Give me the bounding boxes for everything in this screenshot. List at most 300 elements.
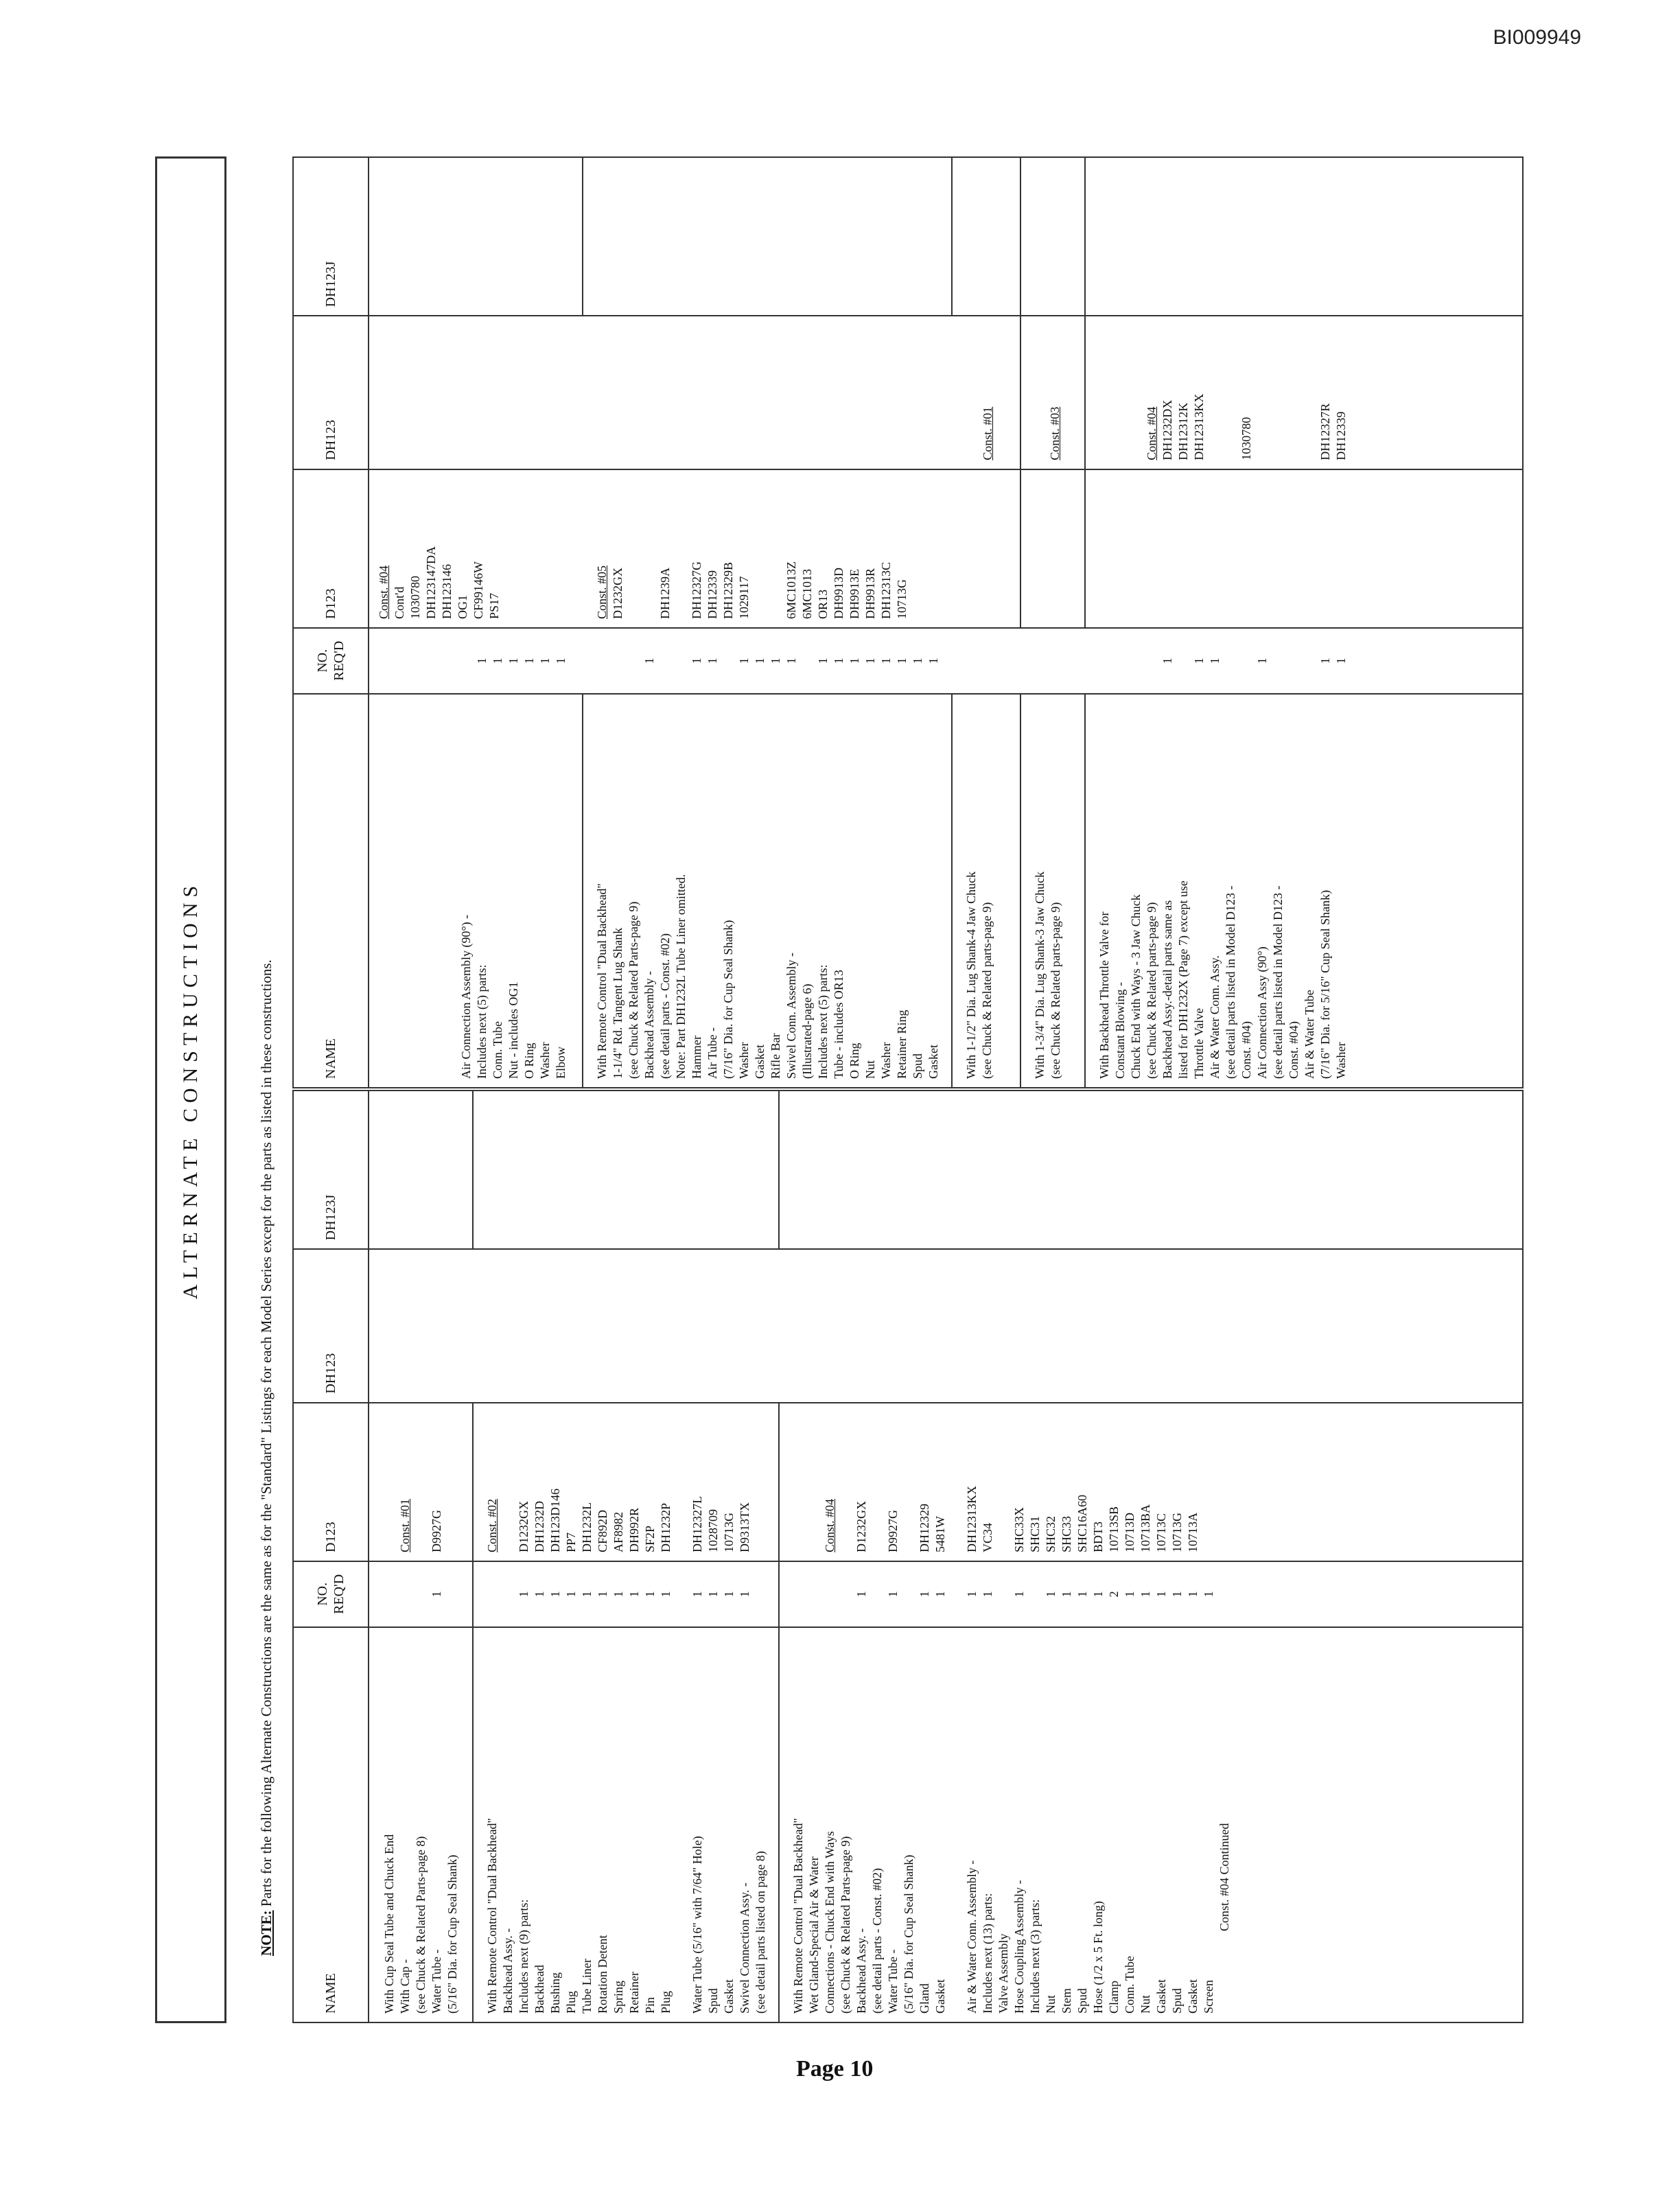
table-line: (see Chuck & Related parts-page 9)	[980, 902, 994, 1079]
table-line: PS17	[487, 592, 501, 619]
table-line	[822, 1562, 838, 1626]
table-line: 1	[1202, 1591, 1215, 1598]
table-line: (see Chuck & Related Parts-page 9)	[627, 901, 640, 1079]
table-line: Spring	[611, 1980, 625, 2014]
table-line: Const. #05	[595, 565, 609, 619]
table-line: (see detail parts listed in Model D123 -	[1224, 885, 1237, 1079]
table-line: D1232GX	[517, 1500, 530, 1552]
table-line: 1	[690, 657, 703, 664]
row-divider	[1084, 316, 1086, 468]
table-line: DH12327L	[690, 1495, 704, 1552]
left-dh123-header: DH123	[294, 1250, 369, 1401]
row-divider	[472, 1403, 474, 1561]
table-line	[1270, 629, 1286, 693]
table-line: 1	[643, 1591, 657, 1598]
table-line	[791, 1562, 806, 1626]
table-line: Clamp	[1107, 1981, 1121, 2014]
table-line: 1	[738, 1591, 751, 1598]
table-line	[642, 470, 657, 619]
table-line	[1302, 316, 1318, 460]
row-divider	[472, 1091, 474, 1248]
left-req-column	[294, 1561, 1522, 1626]
table-line: Conn. Tube	[491, 1021, 504, 1079]
table-line: 1	[642, 657, 656, 664]
table-line: Air Tube -	[705, 1027, 719, 1079]
table-line: Gasket	[1186, 1979, 1200, 2014]
table-line: 10713SB	[1107, 1506, 1121, 1552]
right-g2-name	[594, 695, 942, 1087]
table-line: Const. #04	[1145, 406, 1158, 460]
table-line: 1	[981, 1591, 994, 1598]
table-line: 1	[1044, 1591, 1058, 1598]
table-line: 1	[548, 1591, 562, 1598]
table-line: Const. #04)	[1239, 1021, 1253, 1079]
table-line	[768, 470, 784, 619]
table-line	[563, 470, 579, 619]
table-line: 10713C	[1154, 1513, 1168, 1552]
right-g2-req	[594, 629, 942, 693]
table-line: DH1232L	[580, 1502, 594, 1552]
table-line: Cont'd	[393, 586, 406, 619]
table-line: Nut - includes OG1	[506, 981, 520, 1079]
table-line: (see detail parts - Const. #02)	[658, 933, 672, 1079]
table-line	[806, 1562, 822, 1626]
left-g1-d123	[382, 1403, 460, 1561]
right-g1-name	[458, 695, 569, 1087]
table-line: D1232GX	[611, 567, 625, 619]
table-line: D9313TX	[738, 1502, 751, 1552]
table-line	[397, 1562, 413, 1626]
table-line	[901, 1403, 917, 1552]
table-line: Water Tube -	[430, 1949, 443, 2014]
table-line: Backhead Assy.-detail parts same as	[1160, 900, 1174, 1079]
table-line	[1207, 316, 1223, 460]
right-g1-req	[458, 629, 569, 693]
table-line: DH123146	[440, 563, 454, 619]
table-line	[753, 1403, 769, 1552]
table-line: 1-1/4" Rd. Tangent Lug Shank	[611, 927, 625, 1079]
table-line: Swivel Conn. Assembly -	[784, 952, 798, 1079]
table-line: 1	[1186, 1591, 1200, 1598]
section-title: ALTERNATE CONSTRUCTIONS	[155, 156, 226, 2023]
right-dh123-column	[294, 315, 1522, 468]
table-line	[753, 1562, 769, 1626]
table-line: DH123D146	[548, 1488, 562, 1552]
table-line: 1	[506, 657, 520, 664]
table-line	[1112, 629, 1128, 693]
table-line: 1	[1075, 1591, 1089, 1598]
table-line: O Ring	[522, 1042, 536, 1079]
table-line: 1	[522, 657, 536, 664]
table-line	[485, 1562, 500, 1626]
table-line: Gasket	[933, 1979, 947, 2014]
table-line: (7/16" Dia. for 5/16" Cup Seal Shank)	[1318, 889, 1332, 1079]
table-line: 1	[1160, 657, 1174, 664]
table-line: 1	[1334, 657, 1348, 664]
table-line: Retainer Ring	[895, 1010, 909, 1079]
table-line: Tube - includes OR13	[832, 970, 845, 1079]
table-line: D1232GX	[854, 1500, 868, 1552]
table-line: Air Connection Assembly (90°) -	[459, 914, 473, 1079]
table-line: (Illustrated-page 6)	[800, 983, 814, 1079]
table-line: DH12327R	[1318, 403, 1332, 460]
table-line: 10713A	[1186, 1512, 1200, 1552]
table-line: DH992R	[627, 1507, 641, 1552]
table-line: BDT3	[1091, 1521, 1105, 1552]
left-name-header: NAME	[294, 1628, 369, 2022]
right-g2-d123	[563, 470, 910, 627]
table-line	[1128, 629, 1144, 693]
table-line: 1	[475, 657, 489, 664]
table-line	[1217, 1562, 1233, 1626]
right-g3-dh123: Const. #01	[981, 406, 994, 460]
table-line	[1176, 629, 1191, 693]
table-line: Water Tube (5/16" with 7/64" Hole)	[690, 1836, 704, 2014]
table-line: 1	[611, 1591, 625, 1598]
table-line: With Remote Control "Dual Backhead"	[791, 1818, 805, 2014]
table-line: DH1232P	[659, 1502, 673, 1552]
table-line	[413, 1403, 429, 1552]
table-line: Const. #02	[485, 1498, 499, 1552]
table-line: Stem	[1060, 1987, 1073, 2014]
row-divider	[1084, 158, 1086, 315]
right-g4-dh123: Const. #03	[1048, 406, 1062, 460]
table-line	[1286, 629, 1302, 693]
table-line: Includes next (13) parts:	[981, 1893, 994, 2014]
table-line: Washer	[737, 1042, 751, 1079]
right-g5-req	[1097, 629, 1349, 693]
table-line: 5481W	[933, 1515, 947, 1552]
table-line: Includes next (5) parts:	[816, 964, 830, 1079]
table-line: Nut	[863, 1060, 877, 1079]
table-line: Pin	[643, 1996, 657, 2014]
table-line	[458, 629, 474, 693]
table-line	[1027, 1562, 1043, 1626]
table-line: Elbow	[554, 1047, 568, 1079]
table-line: 1	[580, 1591, 594, 1598]
table-line: With Cup Seal Tube and Chuck End	[382, 1834, 396, 2014]
left-g1-name	[382, 1628, 460, 2022]
table-line: D9927G	[886, 1509, 900, 1552]
table-line: Gasket	[1154, 1979, 1168, 2014]
table-line: 1	[1318, 657, 1332, 664]
row-divider	[1084, 695, 1086, 1087]
table-line	[1255, 316, 1270, 460]
table-line	[901, 1562, 917, 1626]
left-g2-req	[485, 1562, 769, 1626]
table-line: (see Chuck & Related parts-page 9)	[1145, 902, 1158, 1079]
table-line: DH12313KX	[1192, 393, 1206, 460]
left-d123-column	[294, 1402, 1522, 1561]
page-number: Page 10	[796, 2056, 874, 2082]
row-divider	[1084, 470, 1086, 627]
table-line: 1	[784, 657, 798, 664]
table-line	[1112, 316, 1128, 460]
table-line: Air & Water Conn. Assy.	[1208, 955, 1222, 1079]
table-line: Chuck End with Ways - 3 Jaw Chuck	[1129, 894, 1143, 1079]
table-line: SHC32	[1044, 1515, 1058, 1552]
table-line: Rifle Bar	[769, 1033, 782, 1079]
table-line: Spud	[1170, 1987, 1184, 2014]
table-line: 1	[854, 1591, 868, 1598]
table-line: OG1	[456, 594, 469, 619]
table-line: CF99146W	[471, 561, 485, 619]
table-line	[1097, 316, 1112, 460]
table-line: Constant Blowing -	[1113, 981, 1127, 1079]
table-line: listed for DH1232X (Page 7) except use	[1176, 881, 1190, 1079]
table-line: 1	[737, 657, 751, 664]
table-line: Backhead Assembly -	[642, 971, 656, 1079]
table-line: DH12313C	[879, 561, 893, 619]
table-line: Conn. Tube	[1123, 1955, 1136, 2014]
table-line: Includes next (3) parts:	[1028, 1899, 1042, 2014]
table-line: Gland	[918, 1983, 931, 2014]
left-g3-d123	[791, 1403, 1233, 1561]
table-line: 1	[554, 657, 568, 664]
table-line	[382, 1562, 397, 1626]
table-line: 1	[596, 1591, 609, 1598]
table-line: Tube Liner	[580, 1959, 594, 2014]
table-line: With Backhead Throttle Valve for	[1097, 911, 1111, 1079]
table-line: (5/16" Dia. for Cup Seal Shank)	[445, 1854, 459, 2014]
left-g3-req	[791, 1562, 1233, 1626]
table-line: SHC33X	[1012, 1506, 1026, 1552]
table-line: With Remote Control "Dual Backhead"	[485, 1818, 499, 2014]
left-g2-d123	[485, 1403, 769, 1561]
table-line: Spud	[911, 1053, 924, 1079]
right-req-header: NO. REQ'D	[294, 629, 369, 693]
table-line: 10713G	[722, 1512, 736, 1552]
table-line	[948, 1403, 964, 1552]
table-line	[445, 1562, 460, 1626]
left-d123-header: D123	[294, 1403, 369, 1561]
table-line: 10713G	[1170, 1512, 1184, 1552]
table-line: Const. #04	[823, 1498, 837, 1552]
table-line: With Remote Control "Dual Backhead"	[595, 883, 609, 1079]
table-line: CF892D	[596, 1509, 609, 1552]
table-line: With 1-1/2" Dia. Lug Shank-4 Jaw Chuck	[964, 871, 978, 1079]
table-line: Washer	[879, 1042, 893, 1079]
table-line	[806, 1403, 822, 1552]
table-line: DH12329	[918, 1503, 931, 1552]
table-line: Valve Assembly	[996, 1933, 1010, 2014]
table-line	[800, 629, 815, 693]
table-line: 2	[1107, 1591, 1121, 1598]
left-dh123j-header: DH123J	[294, 1091, 369, 1248]
table-line: (7/16" Dia. for Cup Seal Shank)	[721, 920, 735, 1079]
table-line	[594, 629, 610, 693]
table-line	[413, 1562, 429, 1626]
right-dh123j-header: DH123J	[294, 158, 369, 315]
table-line: Nut	[1139, 1995, 1152, 2014]
table-line: 1	[705, 657, 719, 664]
table-line	[870, 1403, 885, 1552]
table-line	[752, 470, 768, 619]
table-line: SHC33	[1060, 1515, 1073, 1552]
table-line: 1	[533, 1591, 546, 1598]
table-line: DH1232D	[533, 1500, 546, 1552]
table-line: DH12339	[1334, 411, 1348, 460]
left-dh123-column	[294, 1248, 1522, 1401]
table-line: (5/16" Dia. for Cup Seal Shank)	[902, 1854, 915, 2014]
left-g3-name	[791, 1628, 1233, 2022]
left-g2-name	[485, 1628, 769, 2022]
right-g1-d123	[376, 470, 502, 627]
table-line	[1270, 316, 1286, 460]
table-line: DH9913R	[863, 568, 877, 619]
table-line: 1	[879, 657, 893, 664]
table-line	[382, 1403, 397, 1552]
table-line	[948, 1562, 964, 1626]
table-line	[610, 629, 626, 693]
table-line	[1286, 316, 1302, 460]
table-line: (see detail parts listed on page 8)	[754, 1851, 767, 2014]
table-line: 1	[564, 1591, 578, 1598]
table-line	[1223, 629, 1239, 693]
row-divider	[1020, 695, 1021, 1087]
table-line: 1	[706, 1591, 720, 1598]
table-line: With Cap -	[398, 1959, 412, 2014]
table-line: VC34	[981, 1522, 994, 1552]
table-line: Air & Water Tube	[1303, 990, 1316, 1079]
table-line: Retainer	[627, 1972, 641, 2014]
table-line	[996, 1403, 1012, 1552]
table-line: 10713G	[895, 579, 909, 619]
table-line: 1	[816, 657, 830, 664]
right-dh123j-column	[294, 158, 1522, 315]
table-line: Bushing	[548, 1972, 562, 2014]
table-line	[500, 1403, 516, 1552]
table-line: 1030780	[1239, 417, 1253, 460]
table-line: Screen	[1202, 1980, 1215, 2014]
table-line: DH12327G	[690, 561, 703, 619]
table-line: Plug	[659, 1990, 673, 2014]
table-line: AF8982	[611, 1511, 625, 1552]
table-line: Nut	[1044, 1995, 1058, 2014]
table-line: Const. #01	[398, 1498, 412, 1552]
table-line	[1144, 629, 1160, 693]
table-line	[1097, 629, 1112, 693]
table-line: Wet Gland-Special Air & Water	[807, 1856, 821, 2014]
row-divider	[951, 695, 953, 1087]
table-line: Air Connection Assy (90°)	[1255, 946, 1269, 1079]
table-line: Rotation Detent	[596, 1935, 609, 2014]
table-line: Connections - Chuck End with Ways	[823, 1831, 837, 2014]
table-line	[721, 629, 736, 693]
table-line	[791, 1403, 806, 1552]
right-g5-dh123	[1097, 316, 1349, 468]
table-line: Const. #04 Continued	[1217, 1823, 1231, 1931]
table-line	[445, 1403, 460, 1552]
table-line: (see Chuck & Related Parts-page 9)	[839, 1836, 852, 2014]
table-line: 1	[926, 657, 940, 664]
table-line: DH9913D	[832, 567, 845, 619]
table-line: 1	[1060, 1591, 1073, 1598]
table-line: 1	[1208, 657, 1222, 664]
left-req-header: NO. REQ'D	[294, 1562, 369, 1626]
right-d123-header: D123	[294, 470, 369, 627]
table-line	[673, 629, 689, 693]
row-divider	[1020, 316, 1021, 468]
table-line: 1029117	[737, 576, 751, 619]
table-line	[870, 1562, 885, 1626]
table-line	[657, 629, 673, 693]
row-divider	[582, 158, 583, 315]
table-line: 1	[517, 1591, 530, 1598]
table-line: 1	[1123, 1591, 1136, 1598]
left-parts-table	[292, 1090, 1524, 2023]
table-line	[948, 1628, 964, 2014]
table-line: SF2P	[643, 1525, 657, 1552]
table-line	[674, 1562, 690, 1626]
table-line: Throttle Valve	[1192, 1007, 1206, 1079]
table-line: Swivel Connection Assy. -	[738, 1882, 751, 2014]
row-divider	[1020, 470, 1021, 627]
table-line: 1	[1192, 657, 1206, 664]
row-divider	[1020, 158, 1021, 315]
right-name-header: NAME	[294, 695, 369, 1087]
row-divider	[472, 1562, 474, 1626]
row-divider	[472, 1628, 474, 2022]
row-divider	[778, 1091, 780, 1248]
table-line	[1217, 1403, 1233, 1552]
table-line: With 1-3/4" Dia. Lug Shank-3 Jaw Chuck	[1033, 871, 1047, 1079]
row-divider	[582, 695, 583, 1087]
table-line: 1	[690, 1591, 704, 1598]
table-line: D9927G	[430, 1509, 443, 1552]
document-id: BI009949	[1493, 26, 1581, 49]
table-line: 1	[491, 657, 504, 664]
rotated-page-area	[155, 155, 1524, 2023]
row-divider	[778, 1628, 780, 2022]
table-line: 6MC1013Z	[784, 561, 798, 619]
table-line: 1	[722, 1591, 736, 1598]
table-line: DH12329B	[721, 561, 735, 619]
table-line: DH9913E	[848, 568, 861, 619]
table-line: 1	[918, 1591, 931, 1598]
table-line: DH12339	[705, 570, 719, 619]
table-line: DH12312K	[1176, 402, 1190, 460]
table-line	[673, 470, 689, 619]
table-line: PP7	[564, 1532, 578, 1552]
table-line: Gasket	[722, 1979, 736, 2014]
table-line	[674, 1628, 690, 2014]
table-line: DH123147DA	[424, 546, 438, 619]
table-line	[626, 629, 642, 693]
table-line: 1	[1255, 657, 1269, 664]
row-divider	[778, 1403, 780, 1561]
table-line: Const. #04	[377, 565, 390, 619]
table-line: 1	[965, 1591, 979, 1598]
table-line: (see detail parts - Const. #02)	[870, 1868, 884, 2014]
table-line: 1	[627, 1591, 641, 1598]
right-g3-name	[964, 695, 995, 1087]
table-line: 1	[753, 657, 767, 664]
table-line: Air & Water Conn. Assembly -	[965, 1860, 979, 2014]
table-line: O Ring	[848, 1042, 861, 1079]
table-line: Const. #04)	[1287, 1021, 1300, 1079]
table-line: 1	[1154, 1591, 1168, 1598]
table-line: (see Chuck & Related Parts-page 8)	[414, 1836, 428, 2014]
right-dh123-header: DH123	[294, 316, 369, 468]
table-line: Spud	[1075, 1987, 1089, 2014]
table-line: Backhead Assy. -	[501, 1928, 515, 2014]
table-line: Hose (1/2 x 5 Ft. long)	[1091, 1901, 1105, 2014]
right-name-column	[294, 693, 1522, 1087]
table-line: Water Tube -	[886, 1949, 900, 2014]
table-line: 1	[933, 1591, 947, 1598]
table-line: 1	[886, 1591, 900, 1598]
